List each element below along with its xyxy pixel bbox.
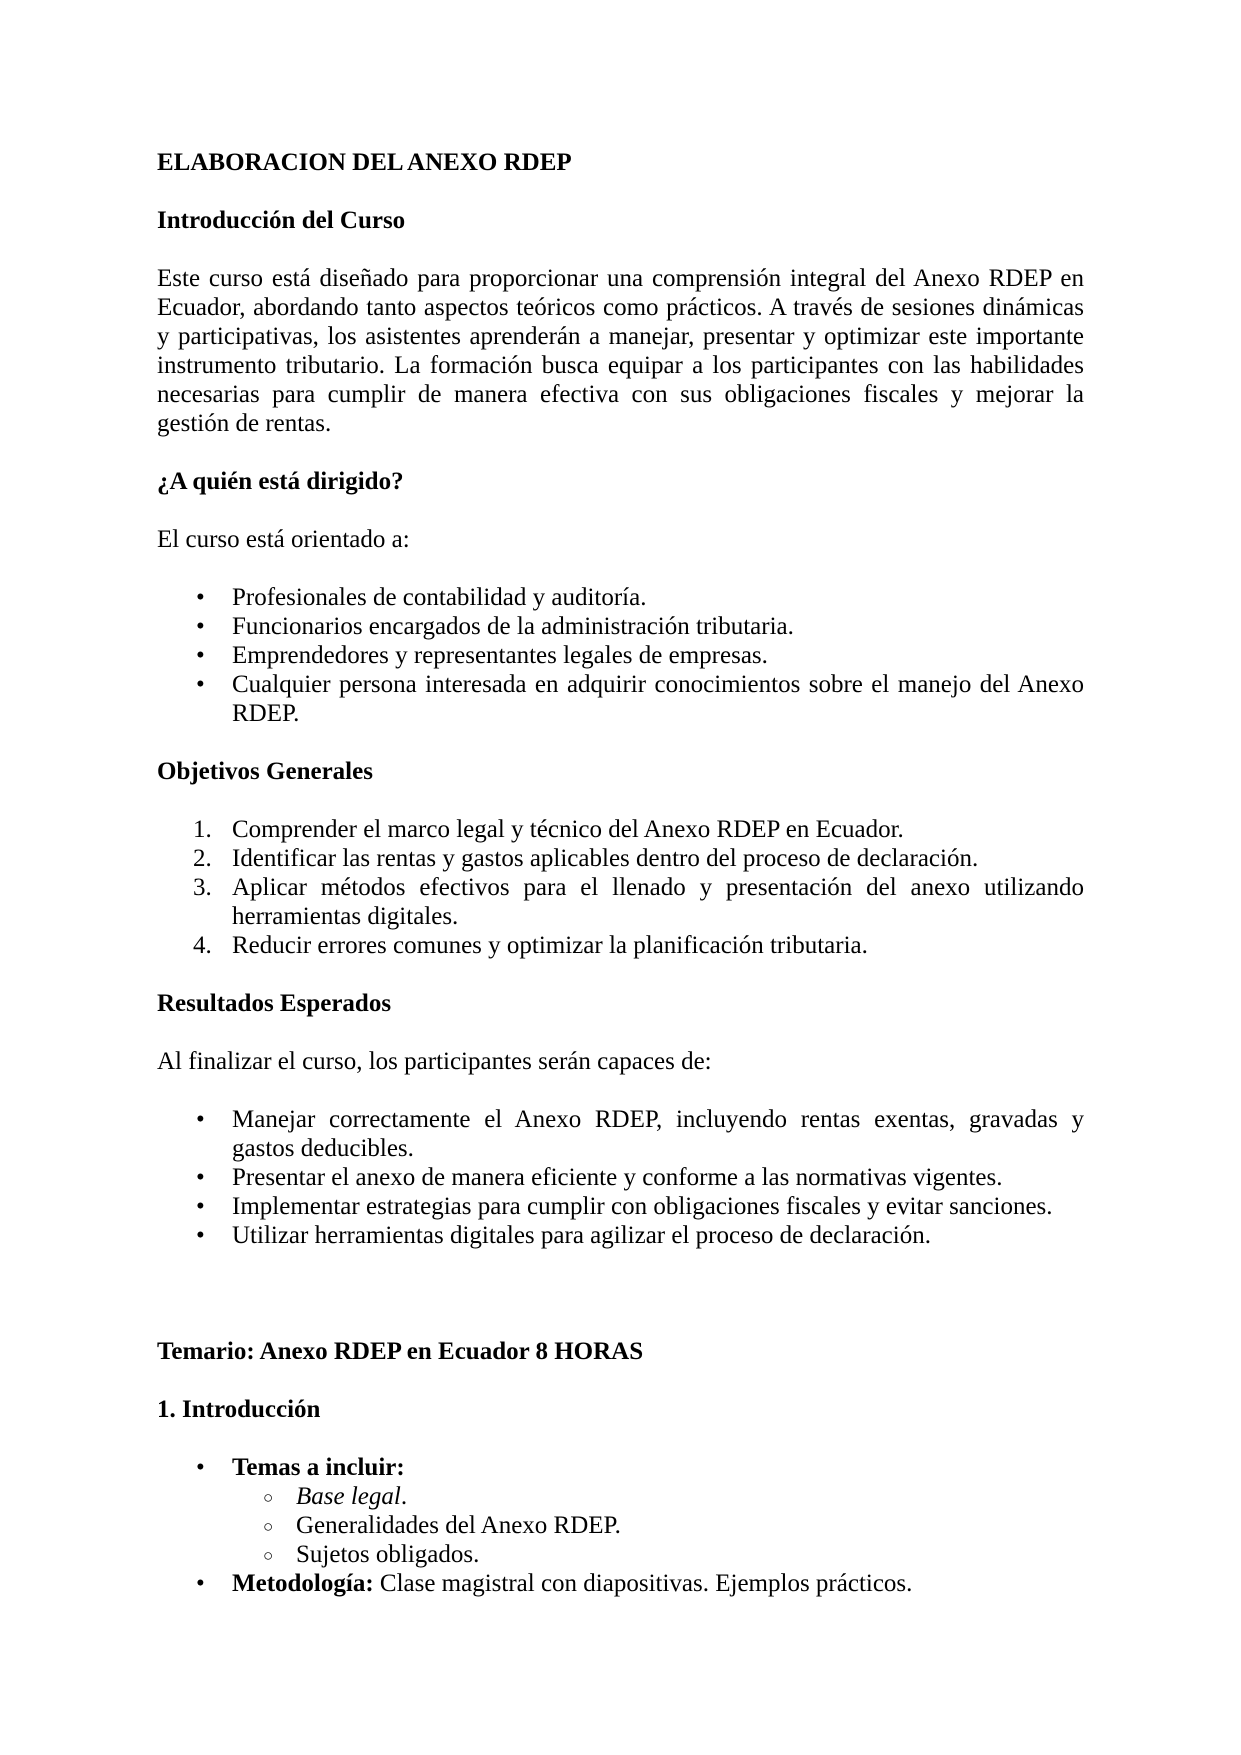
topics-sublist — [232, 1482, 1084, 1569]
audience-list — [157, 583, 1084, 728]
agenda-heading: Temario: Anexo RDEP en Ecuador 8 HORAS — [157, 1338, 644, 1365]
methodology-label: Metodología: — [232, 1570, 374, 1597]
topic-text: Base legal — [296, 1483, 401, 1510]
list-item: • Utilizar herramientas digitales para agilizar el proceso de declaración. — [232, 1221, 1084, 1250]
list-item: • Cualquier persona interesada en adquirir conocimientos sobre el manejo del Anexo RDEP. — [232, 670, 1084, 728]
document-title: ELABORACION DEL ANEXO RDEP — [157, 149, 572, 176]
list-item: Identificar las rentas y gastos aplicables dentro del proceso de declaración. — [232, 845, 979, 872]
topic-text: Sujetos obligados. — [296, 1541, 480, 1568]
list-item: • Implementar estrategias para cumplir con obligaciones fiscales y evitar sanciones. — [232, 1192, 1084, 1221]
objectives-heading: Objetivos Generales — [157, 758, 373, 785]
results-heading: Resultados Esperados — [157, 990, 392, 1017]
audience-lead: El curso está orientado a: — [157, 526, 410, 553]
list-item: • Presentar el anexo de manera eficiente y conforme a las normativas vigentes. — [232, 1163, 1084, 1192]
list-item: • Emprendedores y representantes legales de empresas. — [232, 641, 1084, 670]
list-item — [296, 1511, 1084, 1540]
intro-heading: Introducción del Curso — [157, 207, 406, 234]
list-item: • Manejar correctamente el Anexo RDEP, incluyendo rentas exentas, gravadas y gastos deducibles. — [232, 1105, 1084, 1163]
agenda-section1-list — [157, 1453, 1084, 1598]
list-item-topics — [232, 1453, 1084, 1569]
results-list — [157, 1105, 1084, 1250]
intro-paragraph: Este curso está diseñado para proporcionar una comprensión integral del Anexo RDEP en Ecuador, abordando tanto aspectos teóricos como prácticos. A través de sesiones dinámicas y participativas, los asistentes aprenderán a manejar, presentar y optimizar este importante instrumento tributario. La formación busca equipar a los participantes con las habilidades necesarias para cumplir de manera efectiva con sus obligaciones fiscales y mejorar la gestión de rentas. — [157, 265, 1084, 437]
list-item: Aplicar métodos efectivos para el llenado y presentación del anexo utilizando herramientas digitales. — [232, 874, 1084, 930]
list-item — [296, 1482, 1084, 1511]
topic-text: Generalidades del Anexo RDEP. — [296, 1512, 621, 1539]
agenda-section1-heading: 1. Introducción — [157, 1396, 321, 1423]
objectives-list — [157, 815, 1084, 960]
methodology-text: Clase magistral con diapositivas. Ejemplos prácticos. — [379, 1570, 913, 1597]
topic-suffix: . — [400, 1483, 408, 1510]
list-item — [296, 1540, 1084, 1569]
list-item: • Profesionales de contabilidad y auditoría. — [232, 583, 1084, 612]
topics-label: Temas a incluir: — [232, 1454, 405, 1481]
list-item-methodology — [232, 1569, 1084, 1598]
list-item: Reducir errores comunes y optimizar la planificación tributaria. — [232, 932, 868, 959]
list-item: • Funcionarios encargados de la administración tributaria. — [232, 612, 1084, 641]
results-lead: Al finalizar el curso, los participantes serán capaces de: — [157, 1048, 712, 1075]
audience-heading: ¿A quién está dirigido? — [157, 468, 404, 495]
list-item: Comprender el marco legal y técnico del Anexo RDEP en Ecuador. — [232, 816, 904, 843]
